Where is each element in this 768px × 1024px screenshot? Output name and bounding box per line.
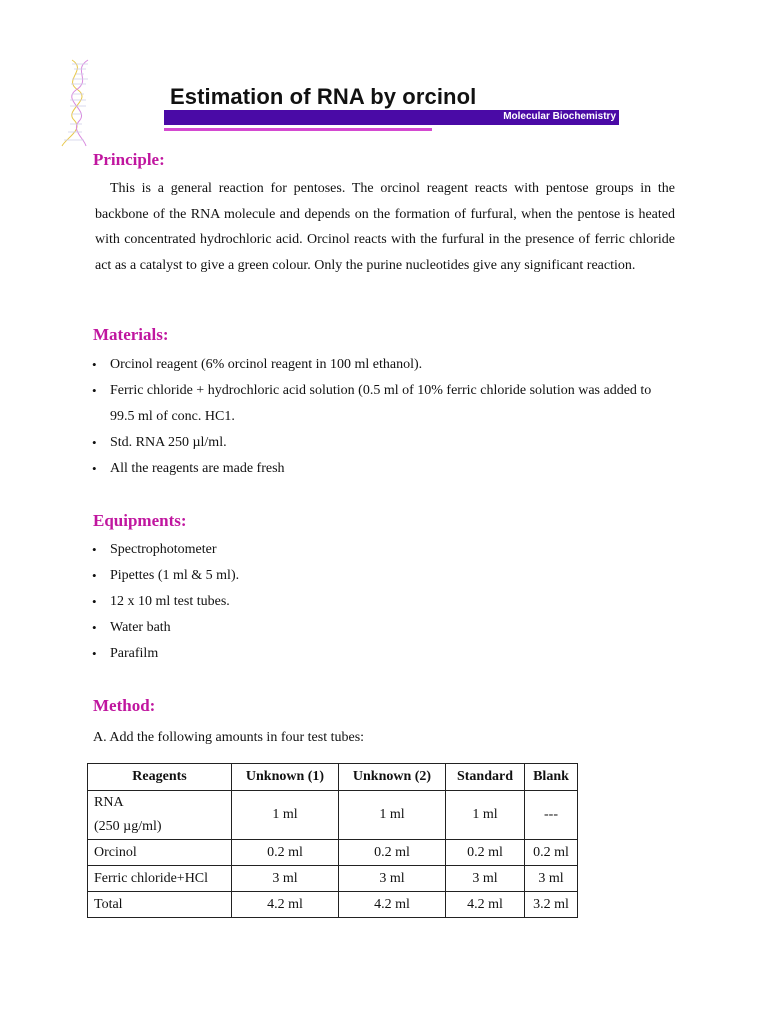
reagents-table	[87, 763, 578, 918]
list-item: • Std. RNA 250 µl/ml.	[92, 430, 672, 456]
table-header-row	[88, 764, 578, 791]
column-header: Unknown (1)	[232, 764, 339, 791]
table-cell: 1 ml	[446, 791, 525, 840]
list-item: • Ferric chloride + hydrochloric acid solution (0.5 ml of 10% ferric chloride solution was added to 99.5 ml of conc. HC1.	[92, 378, 672, 430]
table-cell: 0.2 ml	[339, 840, 446, 866]
row-label: Ferric chloride+HCl	[88, 866, 232, 892]
principle-heading: Principle:	[93, 150, 165, 169]
table-cell: 0.2 ml	[446, 840, 525, 866]
list-item: • Pipettes (1 ml & 5 ml).	[92, 563, 672, 589]
table-cell: 3 ml	[446, 866, 525, 892]
row-label: Orcinol	[88, 840, 232, 866]
list-item: • Water bath	[92, 615, 672, 641]
row-label: Total	[88, 892, 232, 918]
equipments-heading: Equipments:	[93, 511, 187, 530]
title-underline	[164, 128, 432, 131]
list-item: • Spectrophotometer	[92, 537, 672, 563]
page-title: Estimation of RNA by orcinol	[170, 84, 477, 109]
column-header: Blank	[525, 764, 578, 791]
column-header: Unknown (2)	[339, 764, 446, 791]
list-item: • All the reagents are made fresh	[92, 456, 672, 482]
table-cell: 3 ml	[339, 866, 446, 892]
table-cell: 4.2 ml	[232, 892, 339, 918]
materials-heading: Materials:	[93, 325, 169, 344]
table-cell: 0.2 ml	[232, 840, 339, 866]
table-row	[88, 840, 578, 866]
table-cell: 3.2 ml	[525, 892, 578, 918]
table-cell: 1 ml	[232, 791, 339, 840]
table-cell: 3 ml	[525, 866, 578, 892]
column-header: Reagents	[88, 764, 232, 791]
column-header: Standard	[446, 764, 525, 791]
table-row	[88, 791, 578, 840]
method-heading: Method:	[93, 696, 156, 715]
table-cell: 4.2 ml	[339, 892, 446, 918]
table-cell: 1 ml	[339, 791, 446, 840]
table-cell: ---	[525, 791, 578, 840]
dna-helix-icon	[58, 58, 98, 148]
rna-concentration: (250 µg/ml)	[94, 819, 162, 834]
table-row	[88, 892, 578, 918]
list-item: • 12 x 10 ml test tubes.	[92, 589, 672, 615]
banner-label: Molecular Biochemistry	[503, 111, 616, 122]
table-cell: 0.2 ml	[525, 840, 578, 866]
materials-list	[92, 352, 672, 482]
method-step-a: A. Add the following amounts in four test tubes:	[93, 730, 365, 745]
list-item: • Orcinol reagent (6% orcinol reagent in 100 ml ethanol).	[92, 352, 672, 378]
principle-text: This is a general reaction for pentoses. The orcinol reagent reacts with pentose groups in the backbone of the RNA molecule and depends on the formation of furfural, when the pentose is heated with concentrated hydrochloric acid. Orcinol reacts with the furfural in the presence of ferric chloride act as a catalyst to give a green colour. Only the purine nucleotides give any significant reaction.	[95, 181, 675, 273]
row-label	[88, 791, 232, 840]
table-row	[88, 866, 578, 892]
list-item: • Parafilm	[92, 641, 672, 667]
rna-label: RNA	[94, 795, 124, 810]
table-cell: 4.2 ml	[446, 892, 525, 918]
table-cell: 3 ml	[232, 866, 339, 892]
header-banner	[164, 110, 619, 125]
equipments-list	[92, 537, 672, 667]
